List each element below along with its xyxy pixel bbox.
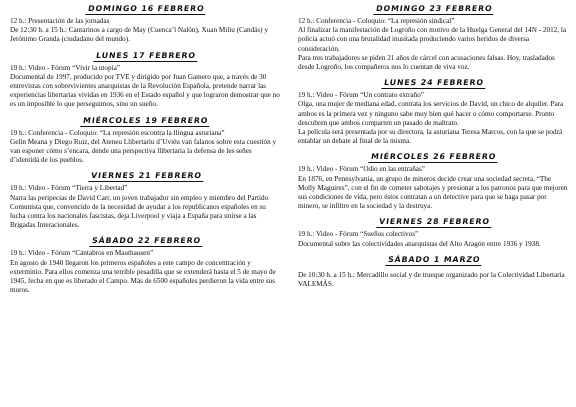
session-text	[298, 165, 570, 211]
event-lunes-17	[10, 51, 282, 110]
event-lunes-24	[298, 78, 570, 146]
session-description: Olga, una mujer de mediana edad, contrata los servicios de David, un chico de alquiler. Para ambos es la primera vez y ninguno sabe muy bien qué hacer o cómo comportarse. Pronto descubren que ambos comparten un pasado de maltrato.	[298, 100, 564, 127]
session-description: La película será presentada por su directora, la asturiana Teresa Marcos, con la que se podrá entablar un debate al final de la misma.	[298, 128, 563, 146]
session-description: Documental de 1997, producido por TVE y dirigido por Juan Gamero que, a través de 30 entrevistas con sobrevivientes anarquistas de la Revolución Española, pretende narrar las experiencias libertarias vividas en 1936 en el Estado español y que lograron demostrar que no es un imposible lo que perseguimos, sino un sueño.	[10, 72, 280, 109]
event-domingo-16	[10, 4, 282, 45]
session-description: Gelín Meana y Diego Ruiz, del Ateneu Llibertariu d’Uviéu van falanos sobre esta cuestión y van esponer cómo s’encara, dende una perspectiva llibertaria la defensa de les señes d’identidá de los pueblos.	[10, 137, 277, 165]
session-description: Narra las peripecias de David Carr, un joven trabajador sin empleo y miembro del Partido Comunista que, convencido de la necesidad de ayudar a los republicanos españoles en su lucha contra los nacionales fascistas, deja Liverpool y viaja a España para unirse a las Brigadas Interacionales.	[10, 193, 269, 230]
session-text	[298, 271, 570, 289]
session-text	[10, 184, 282, 230]
event-sabado-22	[10, 236, 282, 295]
day-heading: DOMINGO 23 FEBRERO	[298, 4, 570, 14]
session-description: Documental sobre las colectividades anarquistas del Alto Aragón entre 1936 y 1938.	[298, 239, 541, 248]
session-text	[10, 64, 282, 110]
session-description: Para tres trabajadores se piden 21 años de cárcel con acusaciones falsas. Hoy, trasladados desde Logroño, los compañeros nos lo cuentan de viva voz.	[298, 53, 555, 72]
day-heading: MIÉRCOLES 19 FEBRERO	[10, 116, 282, 126]
event-domingo-23	[298, 4, 570, 72]
right-column	[298, 0, 570, 289]
day-heading: DOMINGO 16 FEBRERO	[10, 4, 282, 14]
event-viernes-21	[10, 171, 282, 230]
event-viernes-28	[298, 217, 570, 248]
session-description: De 10:30 h. a 15 h.: Mercadillo social y de trueque organizado por la Colectividad Libertaria VALEMÁS.	[298, 270, 565, 289]
day-heading: MIÉRCOLES 26 FEBRERO	[298, 152, 570, 162]
event-sabado-1-marzo	[298, 255, 570, 289]
session-description: En agosto de 1940 llegaron los primeros españoles a este campo de concentración y exterminio. Para ellos comenza una terrible pesadilla que se extenderá hasta el 5 de mayo de 1945, fecha en que es liberado el Campo. Más de 6500 españoles perdieron la vida entre sus muros.	[10, 258, 276, 295]
day-heading: VIERNES 21 FEBRERO	[10, 171, 282, 181]
session-title: 19 h.: Video - Fórum “Un contrato extraño”	[298, 91, 424, 100]
session-text	[298, 17, 570, 72]
session-text	[10, 17, 282, 45]
session-text	[10, 249, 282, 295]
session-title: 19 h.: Conferencia - Coloquio: “La represión escontra la llingua asturiana”	[10, 128, 225, 137]
session-title: 19 h.: Video - Fórum “Odio en las entrañas”	[298, 165, 425, 174]
session-description: De 12:30 h. a 15 h.: Cantarinos a cargo de May (Cuenca’l Nalón), Xuan Miliu (Candás) y Jerónimo Granda (ciudadano del mundo).	[10, 26, 268, 44]
left-column	[10, 0, 282, 295]
session-title: 19 h.: Video - Fórum “Tierra y Libertad”	[10, 184, 128, 193]
session-text	[298, 91, 570, 146]
event-miercoles-19	[10, 116, 282, 166]
session-description: En 1876, en Pennsylvania, un grupo de mineros decide crear una sociedad secreta, “The Molly Maguires”, con el fin de cometer sabotajes y presionar a los patronos para que mejoren sus condiciones de vida, pero éstos contratan a un detective para que se haga pasar por minero, se infiltre en la sociedad y la destruya.	[298, 174, 568, 211]
session-title: 12 h.: Presentación de las jornadas	[10, 17, 110, 25]
day-heading: LUNES 24 FEBRERO	[298, 78, 570, 88]
day-heading: LUNES 17 FEBRERO	[10, 51, 282, 61]
event-miercoles-26	[298, 152, 570, 211]
session-title: 19 h.: Video - Fórum “Sueños colectivos”	[298, 230, 419, 239]
session-title: 19 h.: Video - Fórum “Cántabros en Mauthausen”	[10, 249, 154, 258]
day-heading: SÁBADO 22 FEBRERO	[10, 236, 282, 246]
session-title: 19 h.: Video - Fórum “Vivir la utopía”	[10, 63, 120, 72]
session-description: Al finalizar la manifestación de Logroño con motivo de la Huelga General del 14N - 2012, la policía actuó con una brutalidad inusitada produciendo varios heridos de diversa consideración.	[298, 26, 567, 53]
session-text	[10, 129, 282, 166]
day-heading: VIERNES 28 FEBRERO	[298, 217, 570, 227]
session-title: 12 h.: Conferencia - Coloquio: “La represión sindical”	[298, 17, 455, 25]
session-text	[298, 230, 570, 248]
day-heading: SÁBADO 1 MARZO	[298, 255, 570, 265]
